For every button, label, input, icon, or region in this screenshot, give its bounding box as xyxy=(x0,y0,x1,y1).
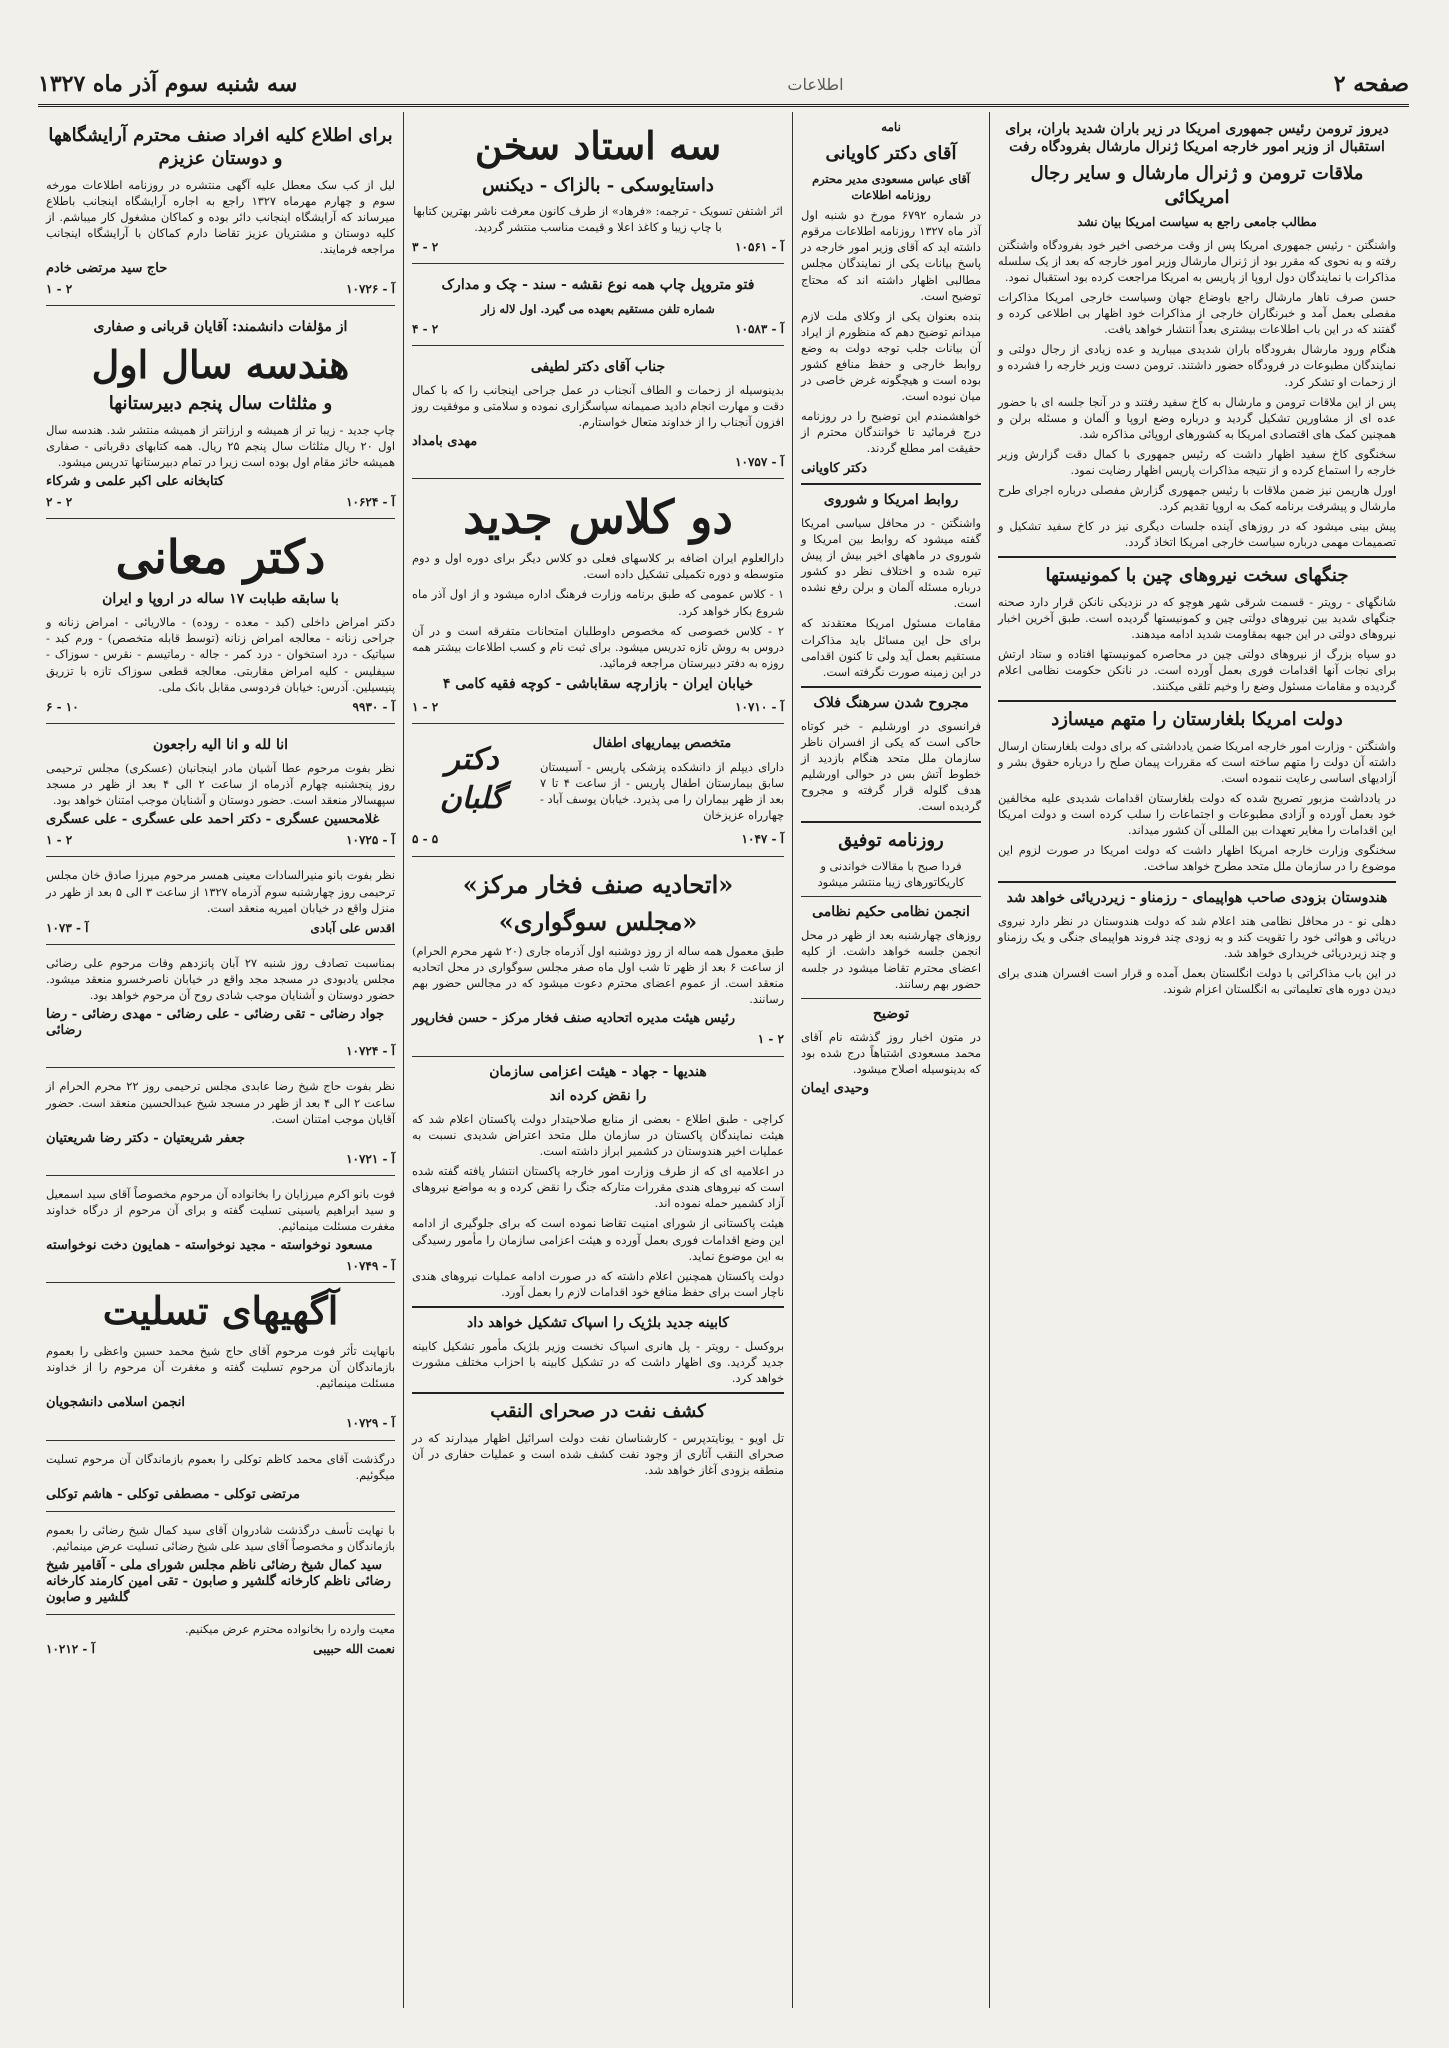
divider xyxy=(998,700,1396,702)
divider xyxy=(998,881,1396,883)
wounded-paragraph: فرانسوی در اورشلیم - خبر کوتاه حاکی است که یکی از افسران ناظر سازمان ملل متحد هنگام بازدید از خطوط آتش بس در حوالی اورشلیم هدف گلوله قرار گرفته و مجروح گردیده است. xyxy=(801,718,981,814)
obituary xyxy=(46,1182,395,1283)
ad-code xyxy=(412,1031,784,1047)
golban-text: دارای دیپلم از دانشکده پزشکی پاریس - آسیستان سابق بیمارستان اطفال پاریس - از ساعت ۴ تا ۷ بعد از ظهر بیماران را می پذیرد. خیابان یوسف آباد - چهارراه عزیزخان xyxy=(540,760,784,823)
ad-code-a: آ - ۱۰۷۲۴ xyxy=(346,1044,395,1059)
ad-code xyxy=(46,281,395,297)
ad-code xyxy=(46,1151,395,1167)
golban-name: دکتر گلبان xyxy=(439,741,505,816)
obituary xyxy=(46,730,395,858)
cabinet-headline: کابینه جدید بلژیک را اسپاک تشکیل خواهد داد xyxy=(467,1314,729,1331)
ad-code xyxy=(412,831,784,847)
lead-paragraph: پس از این ملاقات ترومن و مارشال به کاخ سفید رفتند و در آنجا جلسه ای با حضور عده ای از مشاورین تشکیل گردید و درباره وضع اروپا و آلمان و مسئله برلن و همچنین کمک های اقتصادی امریکا به کشورهای اروپائی مذاکره شد. xyxy=(998,394,1396,441)
un-paragraph: دولت پاکستان همچنین اعلام داشته که در صورت ادامه عملیات نیروهای هندی ناچار است برای حفظ منافع خود اقدامات لازم را بعمل آورد. xyxy=(412,1268,784,1299)
ad-code-a: آ - ۱۰۲۱۲ xyxy=(46,1642,95,1657)
ad-code-b: ۲ - ۴ xyxy=(412,321,439,336)
obituary-signature: جعفر شریعتیان - دکتر رضا شریعتیان xyxy=(46,1130,246,1146)
obituary-text: نظر بفوت مرحوم عطا آشیان مادر اینجانبان (عسکری) مجلس ترحیمی روز پنجشنبه چهارم آذرماه از ساعت ۲ الی ۴ بعد از ظهر در مسجد سپهسالار منعقد است. حضور دوستان و آشنایان موجب امتنان خواهد بود. xyxy=(46,761,395,808)
masters-authors: داستایوسکی - بالزاک - دیکنس xyxy=(482,174,714,196)
classes-paragraph: ۱ - کلاس عمومی که طبق برنامه وزارت فرهنگ اداره میشود و از اول آذر ماه شروع بکار خواهد کرد. xyxy=(412,587,784,618)
golban-layout xyxy=(412,734,784,827)
thanks-headline: جناب آقای دکتر لطیفی xyxy=(530,358,666,375)
lead-paragraph: واشنگتن - رئیس جمهوری امریکا پس از وقت مرخصی اخیر خود بفرودگاه واشنگتن رفته و به نحوی که مقرر بود از ژنرال مارشال وزیر امور خارجه که بعد از یک سلسله مذاکرات با نمایندگان دول اروپا از پاریس به امریکا مراجعت کرده بود استقبال نمود. xyxy=(998,237,1396,284)
relations-paragraph: واشنگتن - در محافل سیاسی امریکا گفته میشود که روابط بین امریکا و شوروی در ماههای اخیر بیش از پیش تیره شده و اختلاف نظر دو کشور درباره مسئله آلمان و برلن رفع نشده است. xyxy=(801,515,981,611)
ad-code-a: آ - ۹۹۳۰ xyxy=(352,699,395,714)
condolence-signature: مرتضی توکلی - مصطفی توکلی - هاشم توکلی xyxy=(46,1486,300,1502)
ad-code-b: ۱۰ - ۶ xyxy=(46,699,79,714)
thanks-text: بدینوسیله از زحمات و الطاف آنجناب در عمل جراحی اینجانب را که با کمال دقت و مهارت انجام دادید صمیمانه سپاسگزاری نموده و سلامتی و موفقیت روز افزون آنجناب را از خداوند متعال خواستارم. xyxy=(412,382,784,430)
obituary-signature: مسعود نوخواسته - مجید نوخواسته - همایون دخت نوخواسته xyxy=(46,1238,373,1254)
cabinet-text: بروکسل - رویتر - پل هانری اسپاک نخست وزیر بلژیک مأمور تشکیل کابینه جدید گردید. وی اظهار داشت که در تشکیل کابینه با احزاب مختلف مشورت خواهد کرد. xyxy=(412,1339,784,1386)
divider xyxy=(801,686,981,688)
ad-code-a: آ - ۱۰۷۳ xyxy=(46,920,89,935)
running-head xyxy=(38,60,1409,108)
issue-date: سه شنبه سوم آذر ماه ۱۳۲۷ xyxy=(38,71,298,97)
lead-paragraph: پیش بینی میشود که در روزهای آینده جلسات دیگری نیز در کاخ سفید تشکیل و تصمیمات مهمی درباره سیاست خارجی امریکا اتخاذ گردد. xyxy=(998,519,1396,550)
ad-code xyxy=(46,920,395,936)
obituary xyxy=(46,863,395,944)
letter-kicker: نامه xyxy=(881,120,901,134)
geometry-kicker: از مؤلفات دانشمند: آقایان قربانی و صفاری xyxy=(93,319,348,336)
paper-name: اطلاعات xyxy=(787,74,844,94)
ad-code xyxy=(46,699,395,715)
ad-code-a: آ - ۱۰۷۲۹ xyxy=(346,1416,395,1431)
notice-text: لیل از کب سک معطل علیه آگهی منتشره در روزنامه اطلاعات مورخه سوم و چهارم مهرماه ۱۳۲۷ راجع به اجاره آرایشگاه اینجانب باطلاع میرساند که آرایشگاه اینجانب دائر بوده و کماکان مشغول کار میباشم. از کلیه دوستان و مشتریان عزیز تقاضا دارم کماکان با آرایشگاه اینجانب مراجعه فرمایند. xyxy=(46,177,395,257)
classes-headline: دو کلاس جدید xyxy=(463,490,733,545)
society-headline: انجمن نظامی حکیم نظامی xyxy=(812,904,970,921)
ad-doctor-golban xyxy=(412,730,784,856)
divider xyxy=(412,1392,784,1394)
ad-code-a: آ - ۱۰۷۲۶ xyxy=(346,282,395,297)
condolence-notice xyxy=(46,1339,395,1440)
obituary-text: فوت بانو اکرم میرزایان را بخانواده آن مرحوم مخصوصاً آقای سید اسمعیل و سید ابراهیم یاسینی تسلیت گفته و برای آن مرحوم از درگاه خداوند مغفرت مسئلت مینمائیم. xyxy=(46,1186,395,1234)
divider xyxy=(801,821,981,823)
print-text: شماره تلفن مستقیم بعهده می گیرد. اول لاله زار xyxy=(481,301,715,316)
un-headline: را نقض کرده اند xyxy=(549,1087,647,1104)
news-column-center-right xyxy=(793,112,989,2012)
ad-code xyxy=(46,832,395,848)
condolence-text: با نهایت تأسف درگذشت شادروان آقای سید کمال شیخ رضائی را بعموم بازماندگان و مخصوصاً آقای سید علی شیخ رضائی تسلیت عرض مینمائیم. xyxy=(46,1522,395,1553)
union-text: طبق معمول همه ساله از روز دوشنبه اول آذرماه جاری (۲۰ شهر محرم الحرام) از ساعت ۶ بعد از ظهر تا شب اول ماه صفر مجلس سوگواری در محل اتحادیه منعقد است. از عموم اعضای محترم دعوت میشود که در مجالس حضور بهم رسانند. xyxy=(412,943,785,1007)
golban-info xyxy=(540,734,784,827)
divider xyxy=(801,483,981,485)
lead-paragraph: اورل هاریمن نیز ضمن ملاقات با رئیس جمهوری گزارش مفصلی درباره اجرای طرح مارشال و پیشرفت برنامه کمک به اروپا تقدیم کرد. xyxy=(998,483,1396,514)
ad-code-a: آ - ۱۰۴۷ xyxy=(741,832,784,847)
clarification-text: در متون اخبار روز گذشته نام آقای محمد مسعودی اشتباهاً درج شده بود که بدینوسیله اصلاح میشود. xyxy=(801,1029,981,1077)
news-column-right xyxy=(990,112,1404,2012)
china-headline: جنگهای سخت نیروهای چین با کمونیستها xyxy=(1045,565,1349,587)
ad-code-a: آ - ۱۰۷۴۹ xyxy=(346,1259,395,1274)
letter-paragraph: بنده بعنوان یکی از وکلای ملت لازم میدانم توضیح دهم که منظورم از ایراد آن بیانات جلب توجه دولت به وضع روابط خارجی و حفظ منافع کشور بوده است و هیچگونه غرض خاصی در میان نبوده است. xyxy=(801,308,981,404)
bulgaria-paragraph: سخنگوی وزارت خارجه امریکا اظهار داشت که دولت امریکا در صورت لزوم این موضوع را در سازمان ملل متحد مطرح خواهد ساخت. xyxy=(998,843,1396,874)
ad-code xyxy=(412,321,784,337)
letter-headline: آقای دکتر کاویانی xyxy=(825,142,957,164)
condolence-signature: سید کمال شیخ رضائی ناظم مجلس شورای ملی - آقامیر شیخ رضائی ناظم کارخانه گلشیر و صابون - تقی امین کارمند کارخانه گلشیر و صابون xyxy=(46,1557,391,1606)
ad-code xyxy=(412,454,784,470)
letter-addressee: آقای عباس مسعودی مدیر محترم روزنامه اطلاعات xyxy=(812,171,970,203)
lead-paragraph: سخنگوی کاخ سفید اظهار داشت که رئیس جمهوری با کمال دقت گزارش وزیر خارجه را استماع کرده و از نتیجه مذاکرات پاریس اظهار رضایت نمود. xyxy=(998,446,1396,477)
obituary-signature: جواد رضائی - تقی رضائی - علی رضائی - مهدی رضائی - رضا رضائی xyxy=(46,1007,385,1039)
china-paragraph: دو سپاه بزرگ از نیروهای دولتی چین در محاصره کمونیستها افتاده و ستاد ارتش برای نجات آنها اقدامات فوری بعمل آورده است. در نانکن حکومت نظامی اعلام گردیده و مقامات مسئول وضع را وخیم تلقی میکنند. xyxy=(998,647,1396,694)
oil-headline: کشف نفت در صحرای النقب xyxy=(490,1401,706,1423)
tovfigh-text: فردا صبح با مقالات خواندنی و کاریکاتورهای زیبا منتشر میشود xyxy=(817,858,965,890)
classes-address: خیابان ایران - بازارچه سقاباشی - کوچه فقیه کامی ۴ xyxy=(442,675,754,692)
ad-code-a: آ - ۱۰۷۲۵ xyxy=(346,833,395,848)
clarification-signature: وحیدی ایمان xyxy=(801,1081,870,1097)
geometry-signature: کتابخانه علی اکبر علمی و شرکاء xyxy=(46,473,225,489)
ads-column-center-left xyxy=(404,112,792,2012)
obituary-text: بمناسبت تصادف روز شنبه ۲۷ آبان پانزدهم وفات مرحوم علی رضائی مجلس یادبودی در مسجد مجد واقع در خیابان ناصرخسرو منعقد میشود. حضور دوستان و آشنایان موجب شادی روح آن مرحوم خواهد بود. xyxy=(46,955,395,1003)
print-headline: فتو متروپل چاپ همه نوع نقشه - سند - چک و مدارک xyxy=(441,277,755,294)
lead-subhead: مطالب جامعی راجع به سیاست امریکا بیان نشد xyxy=(1077,215,1317,230)
tovfigh-headline: روزنامه توفیق xyxy=(838,829,944,851)
letter-paragraph: خواهشمندم این توضیح را در روزنامه درج فرمائید تا خوانندگان محترم از حقیقت امر مطلع گردند. xyxy=(801,409,981,456)
condolence-text: بانهایت تأثر فوت مرحوم آقای حاج شیخ محمد حسین واعظی را بعموم بازماندگان آن مرحوم تسلیت گفته و مغفرت آن مرحوم را از خداوند مسئلت مینمائیم. xyxy=(46,1344,395,1391)
condolence-headline: آگهیهای تسلیت xyxy=(102,1288,339,1334)
ad-code-b: ۵ - ۵ xyxy=(412,832,439,847)
society-text: روزهای چهارشنبه بعد از ظهر در محل انجمن جلسه خواهد داشت. از کلیه اعضای محترم تقاضا میشود در جلسه حضور بهم رسانند. xyxy=(801,928,981,991)
union-signature: رئیس هیئت مدیره اتحادیه صنف فخار مرکز - حسن فخارپور xyxy=(412,1011,736,1027)
doctor-text: دکتر امراض داخلی (کبد - معده - روده) - مالاریائی - امراض زنانه و جراحی زنانه - معالجه امراض زنانه (توسط قابله متخصص) - ورم کبد - سیاتیک - درد استخوان - درد کمر - جاله - رماتیسم - نقرس - سوزاک - سیفلیس - کلیه امراض مقاربتی. معالجه قطعی سوزاک تازه با تزریق پنیسیلین. آدرس: خیابان فردوسی مقابل بانک ملی. xyxy=(46,615,395,694)
ad-code-b: ۲ - ۱ xyxy=(46,282,73,297)
golban-title: متخصص بیماریهای اطفال xyxy=(592,736,732,752)
ad-code-b: ۲ - ۳ xyxy=(412,240,439,255)
lead-paragraph: هنگام ورود مارشال بفرودگاه باران شدیدی میبارید و عده زیادی از رجال دولتی و نمایندگان مطبوعات در فرودگاه حضور داشتند. ترومن دست وزیر خارجه را فشرده و از زحمات او تشکر کرد. xyxy=(998,342,1396,389)
un-kicker: هندیها - جهاد - هیئت اعزامی سازمان xyxy=(489,1063,707,1080)
ad-geometry-book xyxy=(46,312,395,519)
obituary-signature: غلامحسین عسگری - دکتر احمد علی عسگری - علی عسگری xyxy=(46,812,380,828)
condolence-notice xyxy=(46,1447,395,1512)
ads-column-left xyxy=(38,112,403,2012)
obituary-headline: انا لله و انا الیه راجعون xyxy=(152,736,289,753)
bulgaria-headline: دولت امریکا بلغارستان را متهم میسازد xyxy=(1051,709,1343,731)
obituary-text: نظر بفوت بانو منیرالسادات معینی همسر مرحوم میرزا صادق خان مجلس ترحیمی روز چهارشنبه سوم آذرماه ۱۳۲۷ از ساعت ۳ الی ۵ بعد از ظهر در منزل واقع در خیابان امیریه منعقد است. xyxy=(46,868,396,915)
un-paragraph: هیئت پاکستانی از شورای امنیت تقاضا نموده است که برای جلوگیری از ادامه این وضع اقدامات فوری بعمل آورده و هیئت اعزامی سازمان را مأمور رسیدگی به این موضوع نماید. xyxy=(412,1216,784,1263)
bulgaria-paragraph: در یادداشت مزبور تصریح شده که دولت بلغارستان اقدامات شدیدی علیه مخالفین خود بعمل آورده و آزادی مطبوعات و اجتماعات را سلب کرده است و دولت امریکا این اقدامات را مغایر تعهدات بین المللی آن کشور میداند. xyxy=(998,791,1396,838)
notice-headline: برای اطلاع کلیه افراد صنف محترم آرایشگاهها و دوستان عزیزم xyxy=(48,125,393,170)
ad-code-a: آ - ۱۰۷۵۷ xyxy=(735,455,784,470)
obituary-signature: اقدس علی آبادی xyxy=(310,920,395,935)
doctor-subhead: با سابقه طبابت ۱۷ ساله در اروپا و ایران xyxy=(102,591,339,608)
india-paragraph: در این باب مذاکراتی با دولت انگلستان بعمل آمده و قرار است افسران هندی برای دیدن دوره های تعلیماتی به انگلستان اعزام شوند. xyxy=(998,966,1396,997)
classes-paragraph: دارالعلوم ایران اضافه بر کلاسهای فعلی دو کلاس دیگر برای دوره اول و دوم متوسطه و دوره تکمیلی تشکیل داده است. xyxy=(412,551,784,582)
geometry-subhead: و مثلثات سال پنجم دبیرستانها xyxy=(108,393,333,415)
divider xyxy=(998,556,1396,558)
ad-code-a: ۲ - ۱ xyxy=(757,1032,784,1047)
ad-code xyxy=(46,1415,395,1431)
masters-headline: سه استاد سخن xyxy=(474,123,722,168)
ad-code xyxy=(46,1043,395,1059)
obituary xyxy=(46,1074,395,1175)
geometry-headline: هندسه سال اول xyxy=(91,341,350,387)
lead-headline: ملاقات ترومن و ژنرال مارشال و سایر رجال امریکائی xyxy=(1030,163,1364,208)
condolence-notice xyxy=(46,1518,395,1615)
china-paragraph: شانگهای - رویتر - قسمت شرقی شهر هوچو که در نزدیکی نانکن قرار دارد صحنه جنگهای شدید بین نیروهای دولتی چین و کمونیستها گردیده است. طبق آخرین اخبار نیروهای دولتی در این جبهه بمقاومت شدید ادامه میدهند. xyxy=(998,594,1396,642)
ad-code-b: ۲ - ۱ xyxy=(412,700,439,715)
un-paragraph: در اعلامیه ای که از طرف وزارت امور خارجه پاکستان انتشار یافته گفته شده است که نیروهای هندی مقررات متارکه جنگ را نقض کرده و به مواضع نیروهای آزاد کشمیر حمله نموده اند. xyxy=(412,1164,784,1211)
ad-code-a: آ - ۱۰۷۱۰ xyxy=(735,700,784,715)
ad-code xyxy=(412,239,784,255)
divider xyxy=(801,998,981,999)
obituary-text: نظر بفوت حاج شیخ رضا عابدی مجلس ترحیمی روز ۲۲ محرم الحرام از ساعت ۲ الی ۴ بعد از ظهر در مسجد شیخ عبدالحسین منعقد است. حضور آقایان موجب امتنان است. xyxy=(46,1079,395,1126)
union-headline: «اتحادیه صنف فخار مرکز» xyxy=(462,869,734,899)
condolence-text: درگذشت آقای محمد کاظم توکلی را بعموم بازماندگان آن مرحوم تسلیت میگوئیم. xyxy=(46,1451,395,1482)
divider xyxy=(412,1306,784,1308)
wounded-headline: مجروح شدن سرهنگ فلاک xyxy=(813,694,969,711)
header-rule xyxy=(38,104,1409,107)
oil-text: تل اویو - یونایتدپرس - کارشناسان نفت دولت اسرائیل اظهار میدارند که در صحرای النقب آثاری از وجود نفت کشف شده است و عملیات حفاری در آن منطقه بزودی آغاز خواهد شد. xyxy=(412,1430,784,1477)
ad-code xyxy=(412,699,784,715)
divider xyxy=(801,896,981,897)
india-headline: هندوستان بزودی صاحب هواپیمای - رزمناو - زیردریائی خواهد شد xyxy=(1006,889,1388,906)
ad-code xyxy=(46,1258,395,1274)
doctor-headline: دکتر معانی xyxy=(115,530,326,585)
thanks-signature: مهدی بامداد xyxy=(412,434,478,450)
ad-thanks-doctor xyxy=(412,352,784,480)
notice-signature: حاج سید مرتضی خادم xyxy=(46,261,168,277)
ad-code-a: آ - ۱۰۵۸۳ xyxy=(735,321,784,336)
ad-union-mourning xyxy=(412,863,784,1057)
ad-code-a: آ - ۱۰۷۲۱ xyxy=(346,1151,395,1166)
ad-code-b: ۲ - ۲ xyxy=(46,495,73,510)
lead-paragraph: حسن صرف ناهار مارشال راجع باوضاع جهان وسیاست خارجی امریکا مذاکرات مفصلی بعمل آمد و خبرنگاران خارجی از مذاکرات خود اظهار بی اطلاعی کرده و گفتند که در این باب اطلاعات بیشتری بعداً انتشار خواهد یافت. xyxy=(998,290,1396,337)
condolence-signature: انجمن اسلامی دانشجویان xyxy=(46,1395,185,1411)
geometry-text: چاپ جدید - زیبا تر از همیشه و ارزانتر از همیشه منتشر شد. هندسه سال اول ۲۰ ریال مثلثات سال پنجم ۲۵ ریال. همه کتابهای دقربانی - صفاری همیشه حائز مقام اول بوده است زیرا در تمام دبیرستانها تدریس میشود. xyxy=(46,422,396,469)
union-subhead: «مجلس سوگواری» xyxy=(498,906,698,936)
ad-code xyxy=(46,494,395,510)
ad-three-masters xyxy=(412,118,784,264)
clarification-headline: توضیح xyxy=(872,1005,910,1022)
letter-paragraph: در شماره ۶۷۹۲ مورخ دو شنبه اول آذر ماه ۱۳۲۷ روزنامه اطلاعات مرقوم داشته اید که آقای وزیر امور خارجه در پاسخ بیانات یکی از نمایندگان مجلس مطالبی اظهار داشته اند که محتاج توضیح است. xyxy=(801,208,982,303)
ad-doctor-maani xyxy=(46,525,395,724)
ad-code-a: آ - ۱۰۶۲۴ xyxy=(346,495,395,510)
ad-barbershop-notice xyxy=(46,118,395,306)
condolence-signature: نعمت الله حبیبی xyxy=(313,1642,395,1657)
condolence-notice xyxy=(46,1621,395,1657)
bulgaria-paragraph: واشنگتن - وزارت امور خارجه امریکا ضمن یادداشتی که برای دولت بلغارستان ارسال داشته آن دولت را متهم ساخته است که مقررات پیمان صلح را درباره حقوق بشر و آزادیهای اساسی رعایت ننموده است. xyxy=(998,738,1396,785)
ad-photo-metropol xyxy=(412,270,784,345)
relations-headline: روابط امریکا و شوروی xyxy=(823,491,959,508)
obituary xyxy=(46,951,395,1069)
letter-signature: دکتر کاویانی xyxy=(801,460,868,476)
condolence-text: معیت وارده را بخانواده محترم عرض میکنیم. xyxy=(184,1622,395,1637)
ad-code-a: آ - ۱۰۵۶۱ xyxy=(735,240,784,255)
lead-kicker: دیروز ترومن رئیس جمهوری امریکا در زیر باران شدید باران، برای استقبال از وزیر امور خارجه امریکا ژنرال مارشال بفرودگاه رفت xyxy=(1005,121,1389,156)
masters-text: اثر اشتفن تسویک - ترجمه: «فرهاد» از طرف کانون معرفت ناشر بهترین کتابها با چاپ زیبا و کاغذ اعلا و قیمت مناسب منتشر گردید. xyxy=(413,204,783,235)
relations-paragraph: مقامات مسئول امریکا معتقدند که برای حل این مسائل باید مذاکرات مستقیم بعمل آید ولی تا کنون اقدامی در این زمینه صورت نگرفته است. xyxy=(801,616,981,679)
page-number: صفحه ۲ xyxy=(1333,71,1409,97)
un-paragraph: کراچی - طبق اطلاع - بعضی از منابع صلاحیتدار دولت پاکستان اعلام شد که هیئت نمایندگان پاکستان در سازمان ملل متحد اعتراض شدیدی نسبت به عملیات اخیر هندوستان در کشمیر ابراز داشته است. xyxy=(412,1111,784,1159)
ad-two-classes xyxy=(412,485,784,724)
ad-code-b: ۲ - ۱ xyxy=(46,833,73,848)
ad-code xyxy=(46,1641,395,1657)
classes-paragraph: ۲ - کلاس خصوصی که مخصوص داوطلبان امتحانات متفرقه است و در آن دروس به روش تازه تدریس میشود. برای ثبت نام و کسب اطلاعات بیشتر همه روزه به دفتر دبیرستان مراجعه فرمائید. xyxy=(412,623,784,670)
india-paragraph: دهلی نو - در محافل نظامی هند اعلام شد که دولت هندوستان در نظر دارد نیروی دریائی و هوائی خود را تقویت کند و به زودی چند فروند هواپیمای جنگی و یک رزمناو و چند زیردریائی خریداری خواهد شد. xyxy=(998,913,1396,960)
